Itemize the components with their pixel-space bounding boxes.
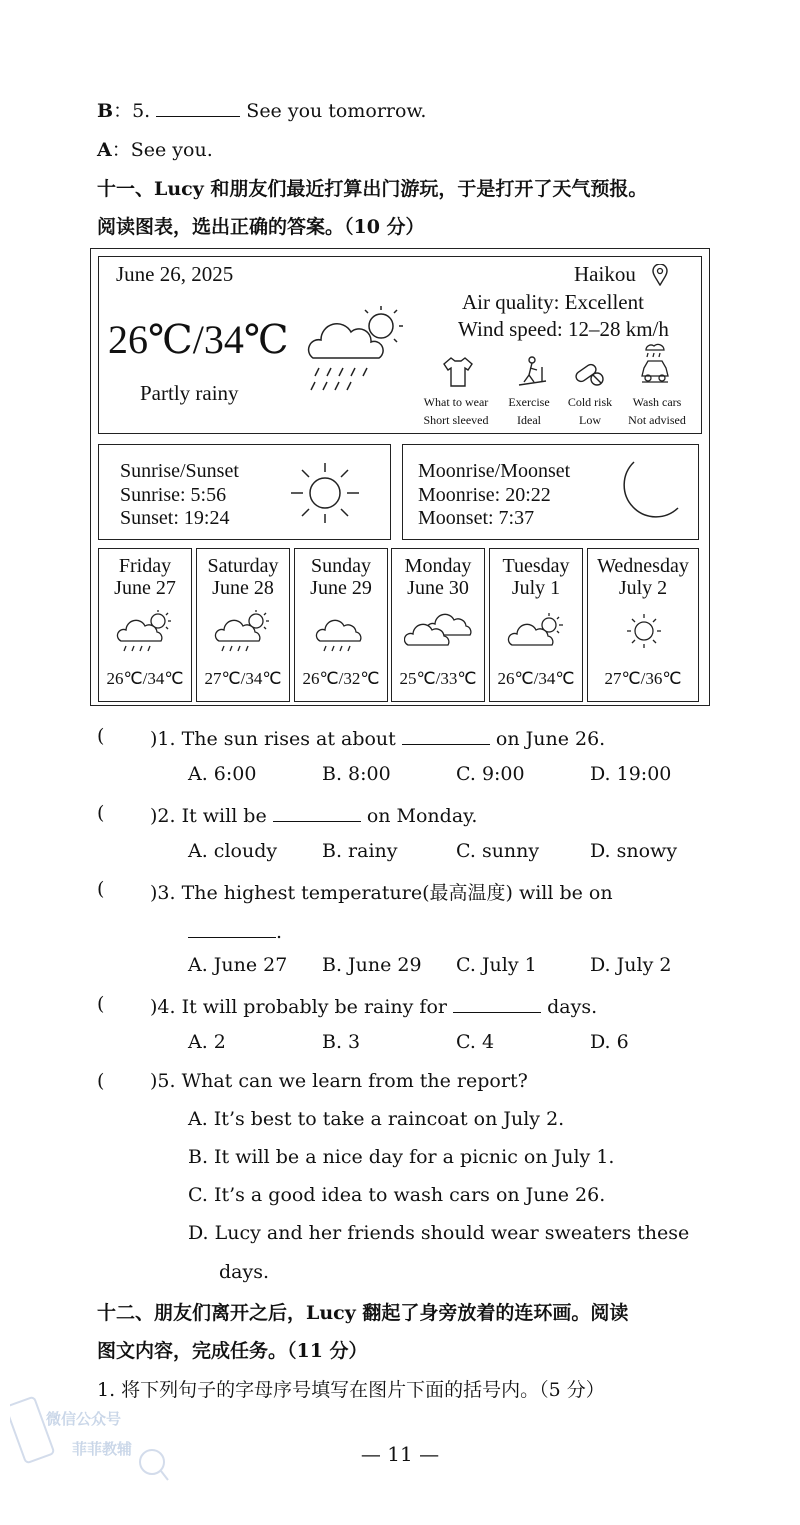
forecast-day-date: July 1 bbox=[511, 577, 561, 599]
question-4 bbox=[150, 993, 597, 1018]
partly-cloudy-icon bbox=[507, 607, 567, 657]
index-value-exercise: Ideal bbox=[517, 413, 541, 427]
index-label-washcars: Wash cars bbox=[632, 395, 682, 409]
section-12-heading: 十二、朋友们离开之后，Lucy 翻起了身旁放着的连环画。阅读 bbox=[97, 1302, 629, 1324]
option-d[interactable]: D. snowy bbox=[590, 840, 678, 862]
partly-rainy-icon bbox=[305, 302, 415, 394]
dialog-b-text: See you tomorrow. bbox=[246, 100, 427, 122]
dialog-line-a bbox=[97, 135, 213, 162]
option-b[interactable]: B. June 29 bbox=[322, 954, 422, 976]
option-a[interactable]: A. cloudy bbox=[188, 840, 278, 862]
city-name: Haikou bbox=[574, 262, 636, 286]
speaker-b: B bbox=[97, 100, 114, 122]
moonrise-time: Moonrise: 20:22 bbox=[418, 484, 551, 506]
answer-paren-3[interactable]: ( bbox=[97, 878, 105, 900]
forecast-day-date: June 29 bbox=[310, 577, 372, 599]
forecast-day-temp: 26℃/32℃ bbox=[302, 669, 380, 688]
question-text: What can we learn from the report? bbox=[181, 1070, 528, 1092]
question-number: )3. bbox=[150, 882, 176, 904]
question-2 bbox=[150, 802, 477, 827]
section-11-heading: 十一、Lucy 和朋友们最近打算出门游玩，于是打开了天气预报。 bbox=[97, 178, 648, 200]
option-c[interactable]: C. It’s a good idea to wash cars on June 26. bbox=[188, 1184, 606, 1206]
dialog-a-text: ：See you. bbox=[111, 139, 213, 161]
option-c[interactable]: C. sunny bbox=[456, 840, 540, 862]
pill-icon bbox=[572, 358, 606, 388]
forecast-day-friday bbox=[98, 548, 192, 702]
question-text-end: . bbox=[276, 921, 283, 943]
answer-paren-4[interactable]: ( bbox=[97, 993, 105, 1015]
location-pin-icon bbox=[652, 264, 668, 286]
sunny-icon bbox=[614, 607, 674, 657]
option-d-continued: days. bbox=[219, 1261, 270, 1283]
air-quality: Air quality: Excellent bbox=[462, 290, 644, 314]
forecast-day-temp: 26℃/34℃ bbox=[497, 669, 575, 688]
dialog-b-number: ：5. bbox=[113, 100, 151, 122]
option-a[interactable]: A. It’s best to take a raincoat on July 2. bbox=[188, 1108, 565, 1130]
wind-speed: Wind speed: 12–28 km/h bbox=[458, 317, 669, 341]
forecast-day-tuesday bbox=[489, 548, 583, 702]
forecast-day-date: June 28 bbox=[212, 577, 274, 599]
forecast-day-name: Wednesday bbox=[597, 555, 689, 577]
question-text-end: on Monday. bbox=[366, 805, 478, 827]
forecast-day-name: Tuesday bbox=[502, 555, 570, 577]
partly-rainy-icon bbox=[214, 607, 274, 657]
answer-blank[interactable] bbox=[188, 918, 276, 938]
option-a[interactable]: A. 6:00 bbox=[188, 763, 257, 785]
option-d[interactable]: D. Lucy and her friends should wear sweaters these bbox=[188, 1222, 690, 1244]
question-2-options bbox=[188, 840, 728, 862]
forecast-day-monday bbox=[391, 548, 485, 702]
forecast-day-temp: 25℃/33℃ bbox=[399, 669, 477, 688]
moonset-time: Moonset: 7:37 bbox=[418, 507, 535, 529]
option-b[interactable]: B. It will be a nice day for a picnic on July 1. bbox=[188, 1146, 615, 1168]
answer-blank[interactable] bbox=[402, 725, 490, 745]
index-label-exercise: Exercise bbox=[508, 395, 550, 409]
option-d[interactable]: D. 6 bbox=[590, 1031, 629, 1053]
speaker-a: A bbox=[97, 139, 112, 161]
watermark-line-2: 菲菲教辅 bbox=[72, 1440, 133, 1458]
question-number: )5. bbox=[150, 1070, 176, 1092]
forecast-day-sunday bbox=[294, 548, 388, 702]
forecast-day-name: Friday bbox=[118, 555, 172, 577]
sunrise-time: Sunrise: 5:56 bbox=[120, 484, 227, 506]
forecast-day-name: Sunday bbox=[311, 555, 371, 577]
option-a[interactable]: A. 2 bbox=[188, 1031, 226, 1053]
forecast-day-temp: 27℃/34℃ bbox=[204, 669, 282, 688]
forecast-day-temp: 26℃/34℃ bbox=[106, 669, 184, 688]
forecast-day-date: July 2 bbox=[618, 577, 668, 599]
option-c[interactable]: C. 9:00 bbox=[456, 763, 525, 785]
option-c[interactable]: C. 4 bbox=[456, 1031, 495, 1053]
answer-blank[interactable] bbox=[273, 802, 361, 822]
question-number: )4. bbox=[150, 996, 176, 1018]
answer-paren-2[interactable]: ( bbox=[97, 802, 105, 824]
watermark-line-1: 微信公众号 bbox=[46, 1410, 122, 1428]
question-number: )2. bbox=[150, 805, 176, 827]
sun-title: Sunrise/Sunset bbox=[120, 460, 239, 482]
option-b[interactable]: B. rainy bbox=[322, 840, 398, 862]
exercise-treadmill-icon bbox=[516, 355, 548, 389]
rainy-icon bbox=[312, 607, 372, 657]
page-number: — 11 — bbox=[360, 1442, 440, 1466]
question-text: The sun rises at about bbox=[181, 728, 396, 750]
current-temperature: 26℃/34℃ bbox=[108, 317, 289, 362]
answer-blank-5[interactable] bbox=[156, 97, 240, 117]
forecast-day-saturday bbox=[196, 548, 290, 702]
option-b[interactable]: B. 8:00 bbox=[322, 763, 391, 785]
question-text-end: days. bbox=[547, 996, 598, 1018]
question-1 bbox=[150, 725, 605, 750]
answer-paren-1[interactable]: ( bbox=[97, 725, 105, 747]
index-label-cold: Cold risk bbox=[567, 395, 613, 409]
shirt-icon bbox=[441, 355, 473, 389]
option-d[interactable]: D. 19:00 bbox=[590, 763, 672, 785]
index-label-wear: What to wear bbox=[423, 395, 489, 409]
question-text-end: on June 26. bbox=[495, 728, 606, 750]
answer-blank[interactable] bbox=[453, 993, 541, 1013]
cloudy-icon bbox=[404, 607, 474, 657]
section-12-instruction: 图文内容，完成任务。（11 分） bbox=[97, 1340, 368, 1362]
forecast-day-wednesday bbox=[587, 548, 699, 702]
wash-car-icon bbox=[638, 342, 672, 390]
section-12-task-1: 1. 将下列句子的字母序号填写在图片下面的括号内。（5 分） bbox=[97, 1379, 605, 1401]
sunset-time: Sunset: 19:24 bbox=[120, 507, 230, 529]
option-a[interactable]: A. June 27 bbox=[188, 954, 288, 976]
question-text: It will probably be rainy for bbox=[181, 996, 447, 1018]
moon-title: Moonrise/Moonset bbox=[418, 460, 571, 482]
question-4-options bbox=[188, 1031, 728, 1053]
index-value-washcars: Not advised bbox=[628, 413, 686, 427]
forecast-day-temp: 27℃/36℃ bbox=[604, 669, 682, 688]
index-value-wear: Short sleeved bbox=[423, 413, 489, 427]
question-1-options bbox=[188, 763, 728, 785]
option-c[interactable]: C. July 1 bbox=[456, 954, 537, 976]
section-11-instruction: 阅读图表，选出正确的答案。（10 分） bbox=[97, 216, 425, 238]
forecast-date: June 26, 2025 bbox=[116, 262, 234, 286]
question-3-answer-line bbox=[188, 918, 282, 943]
answer-paren-5[interactable]: ( bbox=[97, 1070, 105, 1092]
index-value-cold: Low bbox=[579, 413, 601, 427]
partly-rainy-icon bbox=[116, 607, 176, 657]
moon-icon bbox=[612, 458, 682, 526]
question-text: The highest temperature(最高温度) will be on bbox=[181, 882, 613, 904]
option-b[interactable]: B. 3 bbox=[322, 1031, 361, 1053]
forecast-day-name: Saturday bbox=[207, 555, 279, 577]
forecast-day-date: June 30 bbox=[407, 577, 469, 599]
dialog-line-b bbox=[97, 96, 426, 123]
question-5 bbox=[150, 1070, 528, 1092]
question-number: )1. bbox=[150, 728, 176, 750]
question-3 bbox=[150, 878, 613, 905]
current-condition: Partly rainy bbox=[140, 381, 239, 405]
question-3-options bbox=[188, 954, 728, 976]
question-text: It will be bbox=[181, 805, 267, 827]
option-d[interactable]: D. July 2 bbox=[590, 954, 672, 976]
forecast-day-date: June 27 bbox=[114, 577, 176, 599]
forecast-day-name: Monday bbox=[404, 555, 472, 577]
sun-icon bbox=[289, 460, 361, 526]
watermark bbox=[10, 1390, 170, 1490]
